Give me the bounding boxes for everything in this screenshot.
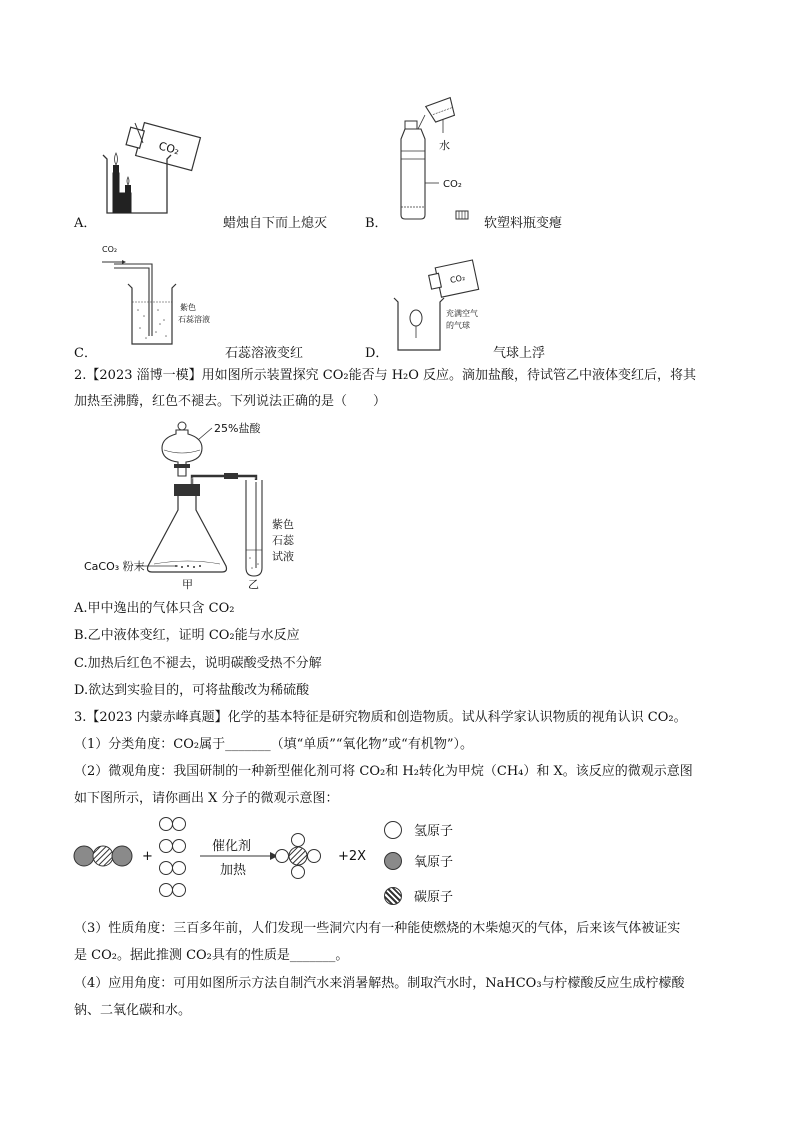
figure-c-litmus-beaker [100,240,210,350]
q1-option-c-caption: 石蕊溶液变红 [225,346,304,361]
q2-acid-label: 25%盐酸 [214,422,261,435]
q2-stem-line-2: 加热至沸腾，红色不褪去。下列说法正确的是（ ） [74,394,387,409]
q2-reagent-label-3: 试液 [272,550,294,563]
q1-option-d-label: D． [365,346,389,361]
q2-flask-label: 甲 [182,578,193,590]
q2-option-d: D.欲达到实验目的，可将盐酸改为稀硫酸 [74,683,310,698]
figure-d-balloon-beaker [392,258,502,354]
q1-option-a-label: A． [74,216,97,231]
q2-apparatus-diagram [78,418,318,590]
q2-reagent-label-2: 石蕊 [272,534,294,547]
q3-part-3-line-1: （3）性质角度：三百多年前，人们发现一些洞穴内有一种能使燃烧的木柴熄灭的气体，后来该气体被证实 [74,921,681,936]
figure-a-gas-label: CO₂ [157,139,181,158]
q3-part-4-line-1: （4）应用角度：可用如图所示方法自制汽水来消暑解热。制取汽水时，NaHCO₃与柠檬酸反应生成柠檬酸 [74,976,685,991]
q3-diagram-product: +2X [338,849,367,864]
q2-option-c: C.加热后红色不褪去，说明碳酸受热不分解 [74,656,322,671]
q3-part-1: （1）分类角度：CO₂属于_______（填“单质”“氧化物”或“有机物”）。 [74,737,473,752]
q3-part-2-line-2: 如下图所示，请你画出 X 分子的微观示意图： [74,791,339,806]
figure-a-beaker-candles [95,105,210,220]
q1-option-a-caption: 蜡烛自下而上熄灭 [223,216,328,231]
figure-b-gas-label: CO₂ [443,179,462,190]
q3-diagram-heat: 加热 [220,863,247,878]
figure-b-water-label: 水 [439,139,450,152]
q3-reaction-diagram [72,812,382,912]
figure-c-gas-label: CO₂ [102,245,118,254]
figure-c-liquid-label-2: 石蕊溶液 [178,315,210,324]
bottle-cap-icon [455,209,469,221]
hydrogen-atom-icon [384,821,402,839]
q1-option-b-caption: 软塑料瓶变瘪 [484,216,563,231]
figure-d-gas-label: CO₂ [449,272,466,285]
legend-hydrogen [384,820,453,839]
legend-carbon [384,886,453,905]
q2-tube-label: 乙 [248,578,259,590]
q2-reagent-label-1: 紫色 [272,518,294,531]
q2-powder-label: CaCO₃ 粉末 [84,560,145,573]
figure-d-balloon-label-1: 充满空气 [446,309,478,318]
q3-part-4-line-2: 钠、二氧化碳和水。 [74,1003,192,1018]
q1-option-c-label: C． [74,346,97,361]
q3-part-2-line-1: （2）微观角度：我国研制的一种新型催化剂可将 CO₂和 H₂转化为甲烷（CH₄）和 X。该反应的微观示意图 [74,764,693,779]
legend-oxygen [384,851,453,870]
figure-b-plastic-bottle [395,95,480,223]
q2-option-a: A.甲中逸出的气体只含 CO₂ [74,601,235,616]
q2-option-b: B.乙中液体变红，证明 CO₂能与水反应 [74,628,300,643]
q3-part-3-line-2: 是 CO₂。据此推测 CO₂具有的性质是_______。 [74,948,349,963]
q1-option-d-caption: 气球上浮 [493,346,546,361]
q3-stem: 3.【2023 内蒙赤峰真题】化学的基本特征是研究物质和创造物质。试从科学家认识物质的视角认识 CO₂。 [74,710,687,725]
q1-option-b-label: B． [365,216,388,231]
legend-carbon-label: 碳原子 [414,890,454,905]
carbon-atom-icon [384,887,402,905]
q3-diagram-plus: + [142,849,153,864]
legend-hydrogen-label: 氢原子 [414,824,454,839]
legend-oxygen-label: 氧原子 [414,855,454,870]
figure-d-balloon-label-2: 的气球 [446,321,470,330]
oxygen-atom-icon [384,852,402,870]
q2-stem-line-1: 2.【2023 淄博一模】用如图所示装置探究 CO₂能否与 H₂O 反应。滴加盐酸，待试管乙中液体变红后，将其 [74,368,697,383]
q3-diagram-catalyst: 催化剂 [212,839,252,854]
figure-c-liquid-label-1: 紫色 [180,303,196,312]
